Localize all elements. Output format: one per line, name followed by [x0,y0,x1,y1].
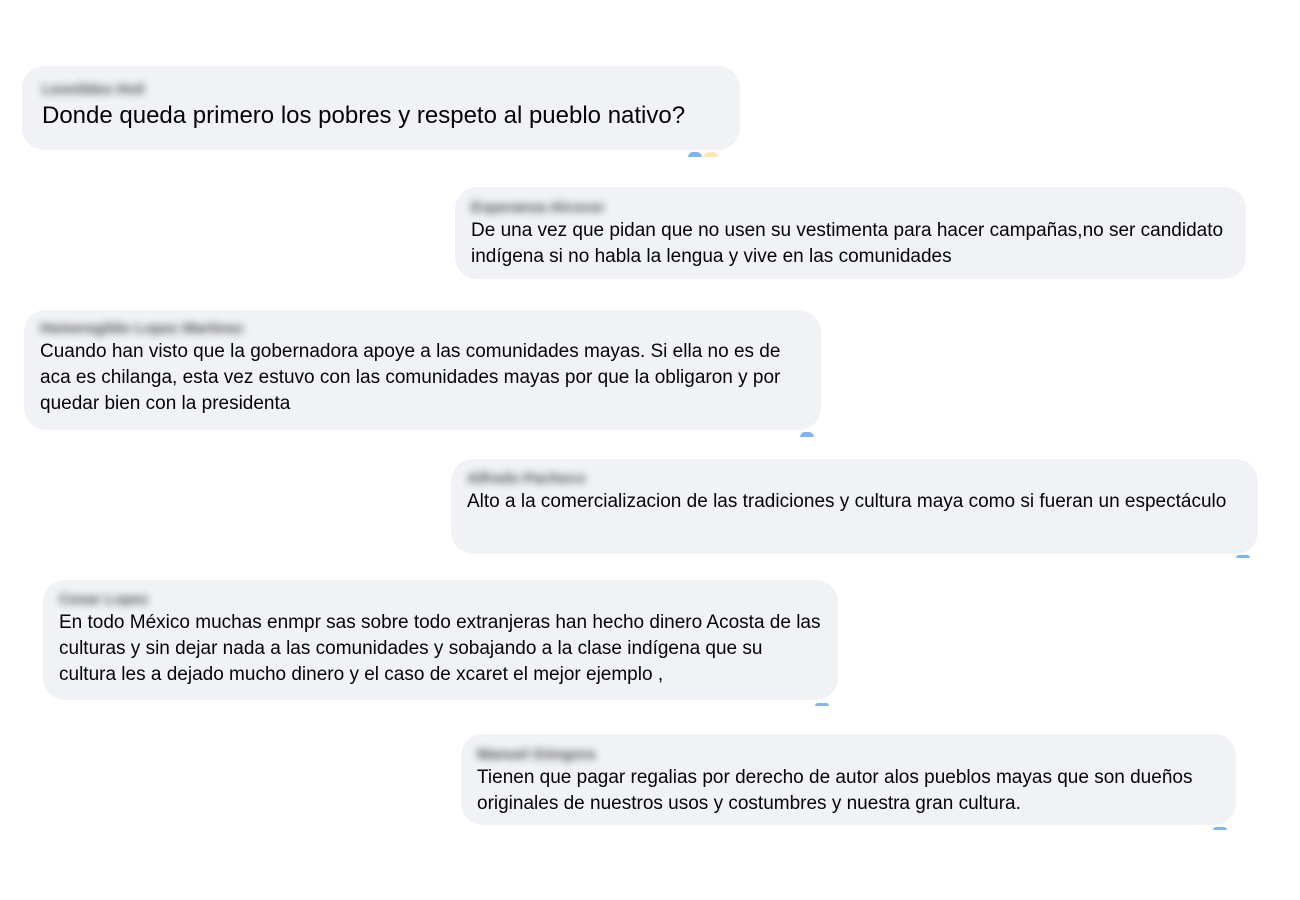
like-reaction-icon [1236,555,1250,558]
comment-text: Tienen que pagar regalias por derecho de autor alos pueblos mayas que son dueños originales de nuestros usos y costumbres y nuestra gran cultura. [477,767,1193,814]
comment-author[interactable]: Leonildes Hoil [42,81,145,98]
comment-author[interactable]: Manuel Góngora [477,746,596,763]
like-reaction-icon [800,432,814,437]
like-reaction-icon [815,703,829,706]
reaction-icons[interactable] [800,432,814,437]
comment-author[interactable]: Hemeregildo Lopez Martinez [40,320,244,337]
comment-text: Cuando han visto que la gobernadora apoye a las comunidades mayas. Si ella no es de aca es chilanga, esta vez estuvo con las comunidades mayas por que la obligaron y por quedar bien con la presidenta [40,341,781,414]
comment-bubble[interactable] [451,459,1258,554]
comment-text: En todo México muchas enmpr sas sobre todo extranjeras han hecho dinero Acosta de las culturas y sin dejar nada a las comunidades y sobajando a la clase indígena que su cultura les a dejado mucho dinero y el caso de xcaret el mejor ejemplo , [59,612,821,685]
comment-bubble[interactable] [461,734,1236,825]
like-reaction-icon [688,152,702,157]
comment-bubble[interactable] [43,580,838,700]
comment-text: De una vez que pidan que no usen su vestimenta para hacer campañas,no ser candidato indígena si no habla la lengua y vive en las comunidades [471,220,1224,267]
reaction-icons[interactable] [688,152,718,157]
like-reaction-icon [1213,827,1227,830]
comment-text: Donde queda primero los pobres y respeto al pueblo nativo? [42,102,686,129]
comment-text: Alto a la comercializacion de las tradiciones y cultura maya como si fueran un espectáculo [467,491,1227,512]
haha-reaction-icon [704,152,718,157]
comment-bubble[interactable] [22,66,740,150]
reaction-icons[interactable] [1213,827,1227,830]
reaction-icons[interactable] [815,703,829,706]
comment-bubble[interactable] [455,187,1246,279]
comment-author[interactable]: Cesar Lopez [59,591,149,608]
comment-author[interactable]: Esperanza Alcocer [471,199,605,216]
reaction-icons[interactable] [1236,555,1250,558]
comment-author[interactable]: Alfredo Pacheco [467,470,586,487]
comment-bubble[interactable] [24,310,821,430]
